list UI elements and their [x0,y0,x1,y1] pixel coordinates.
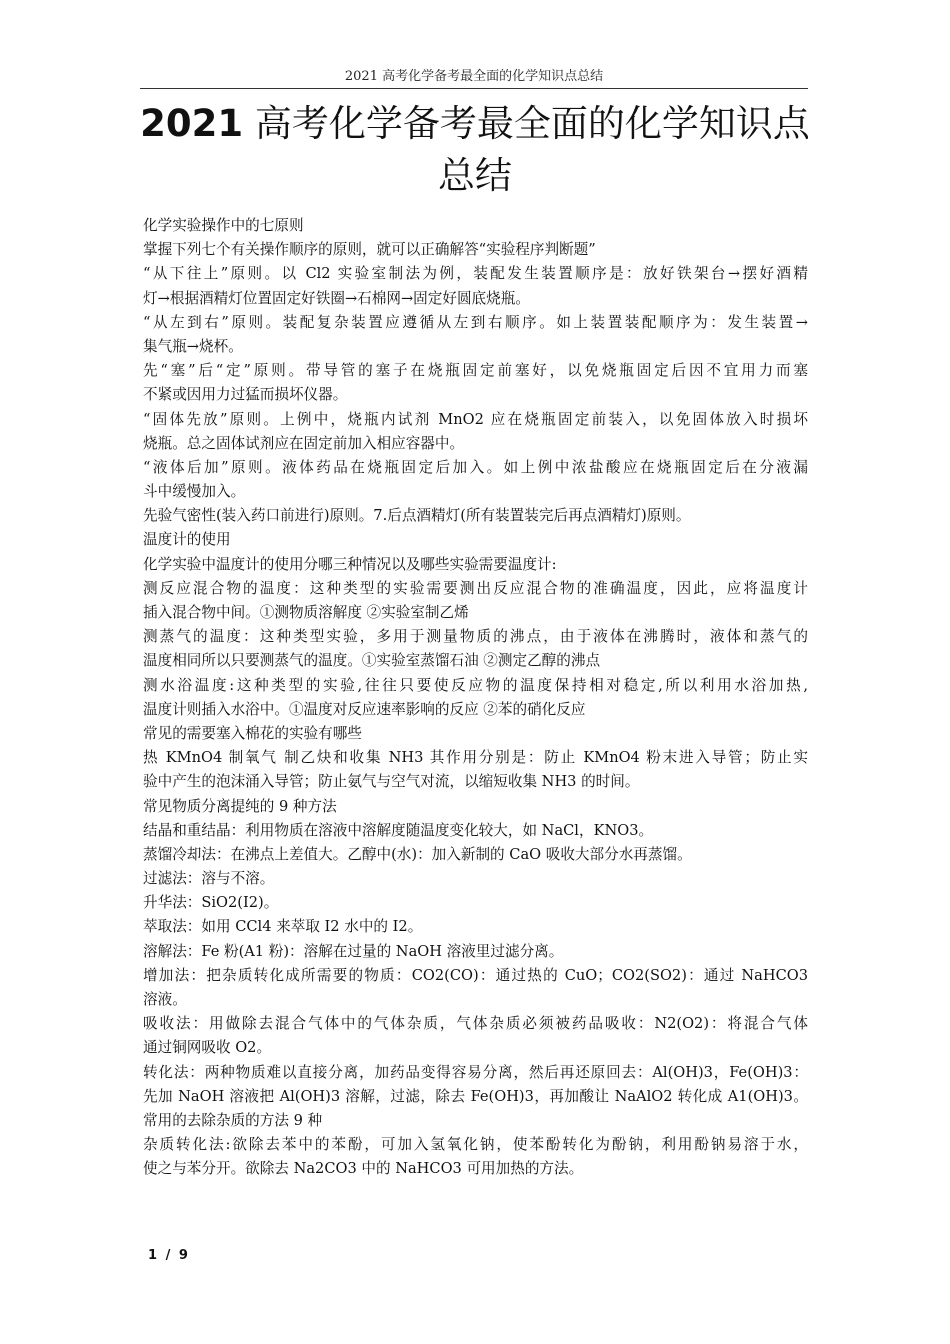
text-line: 斗中缓慢加入。 [143,483,246,501]
text-line: 使之与苯分开。欲除去 Na2CO3 中的 NaHCO3 可用加热的方法。 [143,1160,584,1178]
text-line: 测蒸气的温度：这种类型实验，多用于测量物质的沸点，由于液体在沸腾时，液体和蒸气的 [143,628,808,646]
document-title [110,98,840,202]
text-line: 通过铜网吸收 O2。 [143,1039,272,1057]
text-line: 常见的需要塞入棉花的实验有哪些 [143,724,362,742]
text-line: 过滤法：溶与不溶。 [143,870,275,888]
text-line: 吸收法：用做除去混合气体中的气体杂质，气体杂质必须被药品吸收：N2(O2)：将混合气体 [143,1015,808,1033]
text-line: 热 KMnO4 制氧气 制乙炔和收集 NH3 其作用分别是：防止 KMnO4 粉末进入导管；防止实 [143,749,808,767]
text-line: 不紧或因用力过猛而损坏仪器。 [143,386,348,404]
text-line: 转化法：两种物质难以直接分离，加药品变得容易分离，然后再还原回去：Al(OH)3，Fe(OH)3： [143,1063,808,1081]
title-line-1: 高考化学备考最全面的化学知识点 [243,102,810,145]
text-line: 掌握下列七个有关操作顺序的原则，就可以正确解答“实验程序判断题” [143,241,596,259]
text-line: “固体先放”原则。上例中，烧瓶内试剂 MnO2 应在烧瓶固定前装入，以免固体放入时损坏 [143,410,808,428]
text-line: 蒸馏冷却法：在沸点上差值大。乙醇中(水)：加入新制的 CaO 吸收大部分水再蒸馏。 [143,845,692,863]
text-line: 先加 NaOH 溶液把 Al(OH)3 溶解，过滤，除去 Fe(OH)3，再加酸让 NaAlO2 转化成 A1(OH)3。 [143,1087,808,1105]
text-line: “从左到右”原则。装配复杂装置应遵循从左到右顺序。如上装置装配顺序为：发生装置→ [143,313,808,331]
text-line: 插入混合物中间。①测物质溶解度 ②实验室制乙烯 [143,604,469,621]
text-line: 溶解法：Fe 粉(A1 粉)：溶解在过量的 NaOH 溶液里过滤分离。 [143,942,564,960]
text-line: 温度计的使用 [143,531,231,549]
text-line: 常见物质分离提纯的 9 种方法 [143,797,337,815]
text-line: 温度相同所以只要测蒸气的温度。①实验室蒸馏石油 ②测定乙醇的沸点 [143,652,601,670]
text-line: 灯→根据酒精灯位置固定好铁圈→石棉网→固定好圆底烧瓶。 [143,289,530,307]
text-line: 升华法：SiO2(I2)。 [143,894,279,912]
page-number: 1 / 9 [148,1248,190,1263]
text-line: 测反应混合物的温度：这种类型的实验需要测出反应混合物的准确温度，因此，应将温度计 [143,579,808,597]
text-line: 验中产生的泡沫涌入导管；防止氨气与空气对流，以缩短收集 NH3 的时间。 [143,773,640,791]
running-header: 2021 高考化学备考最全面的化学知识点总结 [344,69,604,84]
text-line: 增加法：把杂质转化成所需要的物质：CO2(CO)：通过热的 CuO；CO2(SO2)：通过 NaHCO3 [143,966,808,984]
text-line: 萃取法：如用 CCl4 来萃取 I2 水中的 I2。 [143,918,423,936]
text-line: 先验气密性(装入药口前进行)原则。7.后点酒精灯(所有装置装完后再点酒精灯)原则。 [143,507,691,525]
header-divider [140,88,808,89]
text-line: 测水浴温度:这种类型的实验,往往只要使反应物的温度保持相对稳定,所以利用水浴加热, [143,676,808,694]
text-line: 集气瓶→烧杯。 [143,337,243,355]
text-line: “从下往上”原则。以 Cl2 实验室制法为例，装配发生装置顺序是：放好铁架台→摆好酒精 [143,265,808,283]
text-line: 溶液。 [143,991,187,1008]
text-line: 温度计则插入水浴中。①温度对反应速率影响的反应 ②苯的硝化反应 [143,700,586,718]
text-line: “液体后加”原则。液体药品在烧瓶固定后加入。如上例中浓盐酸应在烧瓶固定后在分液漏 [143,458,808,476]
document-body [143,214,808,1182]
title-year: 2021 [140,102,244,145]
title-line-2: 总结 [438,154,512,197]
text-line: 烧瓶。总之固体试剂应在固定前加入相应容器中。 [143,434,465,452]
text-line: 化学实验中温度计的使用分哪三种情况以及哪些实验需要温度计: [143,555,557,573]
text-line: 结晶和重结晶：利用物质在溶液中溶解度随温度变化较大，如 NaCl，KNO3。 [143,821,654,839]
text-line: 化学实验操作中的七原则 [143,217,304,234]
text-line: 杂质转化法:欲除去苯中的苯酚，可加入氢氧化钠，使苯酚转化为酚钠，利用酚钠易溶于水， [143,1136,808,1154]
text-line: 常用的去除杂质的方法 9 种 [143,1111,323,1129]
text-line: 先“塞”后“定”原则。带导管的塞子在烧瓶固定前塞好，以免烧瓶固定后因不宜用力而塞 [143,362,808,380]
